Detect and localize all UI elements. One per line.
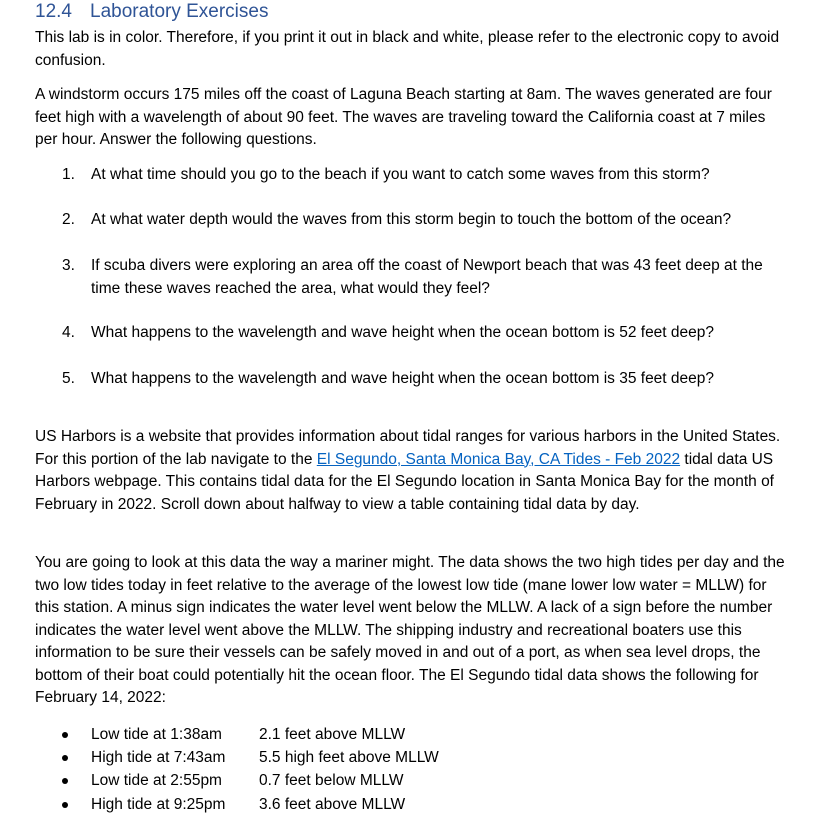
question-text: At what water depth would the waves from this storm begin to touch the bottom of the ocean? bbox=[91, 211, 732, 228]
harbors-text-before: US Harbors is a website that provides information about tidal ranges for various harbors in the United States. For this portion of the lab navigate to the bbox=[35, 428, 781, 468]
bullet-icon bbox=[62, 755, 68, 761]
question-text: At what time should you go to the beach if you want to catch some waves from this storm? bbox=[91, 166, 710, 183]
question-number: 4. bbox=[62, 324, 75, 341]
bullet-icon bbox=[62, 778, 68, 784]
section-title: Laboratory Exercises bbox=[90, 1, 269, 22]
question-text: If scuba divers were exploring an area off the coast of Newport beach that was 43 feet deep at the time these waves reached the area, what would they feel? bbox=[91, 257, 763, 297]
tide-event: Low tide at 1:38am bbox=[91, 726, 222, 743]
scenario-paragraph: A windstorm occurs 175 miles off the coast of Laguna Beach starting at 8am. The waves generated are four feet high with a wavelength of about 90 feet. The waves are traveling toward the California coast at 7 miles per hour. Answer the following questions. bbox=[35, 86, 772, 148]
intro-paragraph: This lab is in color. Therefore, if you print it out in black and white, please refer to the electronic copy to avoid confusion. bbox=[35, 29, 780, 69]
harbors-paragraph bbox=[35, 426, 787, 516]
question-text: What happens to the wavelength and wave height when the ocean bottom is 35 feet deep? bbox=[91, 370, 715, 387]
tide-level: 5.5 high feet above MLLW bbox=[259, 749, 439, 766]
tide-level: 2.1 feet above MLLW bbox=[259, 726, 406, 743]
question-item bbox=[62, 255, 787, 300]
section-heading bbox=[35, 1, 268, 23]
tide-level: 0.7 feet below MLLW bbox=[259, 772, 404, 789]
bullet-icon bbox=[62, 732, 68, 738]
tide-event: High tide at 7:43am bbox=[91, 749, 226, 766]
question-text: What happens to the wavelength and wave height when the ocean bottom is 52 feet deep? bbox=[91, 324, 715, 341]
tide-event: High tide at 9:25pm bbox=[91, 796, 226, 813]
question-item bbox=[62, 322, 787, 345]
question-item bbox=[62, 368, 787, 391]
question-number: 5. bbox=[62, 370, 75, 387]
el-segundo-tides-link[interactable]: El Segundo, Santa Monica Bay, CA Tides - Feb 2022 bbox=[316, 450, 681, 468]
question-item bbox=[62, 209, 787, 232]
harbors-text-after: tidal data US Harbors webpage. This contains tidal data for the El Segundo location in Santa Monica Bay for the month of February in 2022. Scroll down about halfway to view a table containing tidal data by day. bbox=[35, 450, 774, 513]
question-number: 1. bbox=[62, 166, 75, 183]
question-item bbox=[62, 164, 787, 187]
bullet-icon bbox=[62, 802, 68, 808]
section-number: 12.4 bbox=[35, 1, 72, 22]
mariner-paragraph: You are going to look at this data the way a mariner might. The data shows the two high tides per day and the two low tides today in feet relative to the average of the lowest low tide (mane lower low water = MLLW) for this station. A minus sign indicates the water level went below the MLLW. A lack of a sign before the number indicates the water level went above the MLLW. The shipping industry and recreational boaters use this information to be sure their vessels can be safely moved in and out of a port, as when sea level drops, the bottom of their boat could potentially hit the ocean floor. The El Segundo tidal data shows the following for February 14, 2022: bbox=[35, 554, 785, 706]
question-number: 2. bbox=[62, 211, 75, 228]
question-number: 3. bbox=[62, 257, 75, 274]
tide-event: Low tide at 2:55pm bbox=[91, 772, 222, 789]
tide-level: 3.6 feet above MLLW bbox=[259, 796, 406, 813]
